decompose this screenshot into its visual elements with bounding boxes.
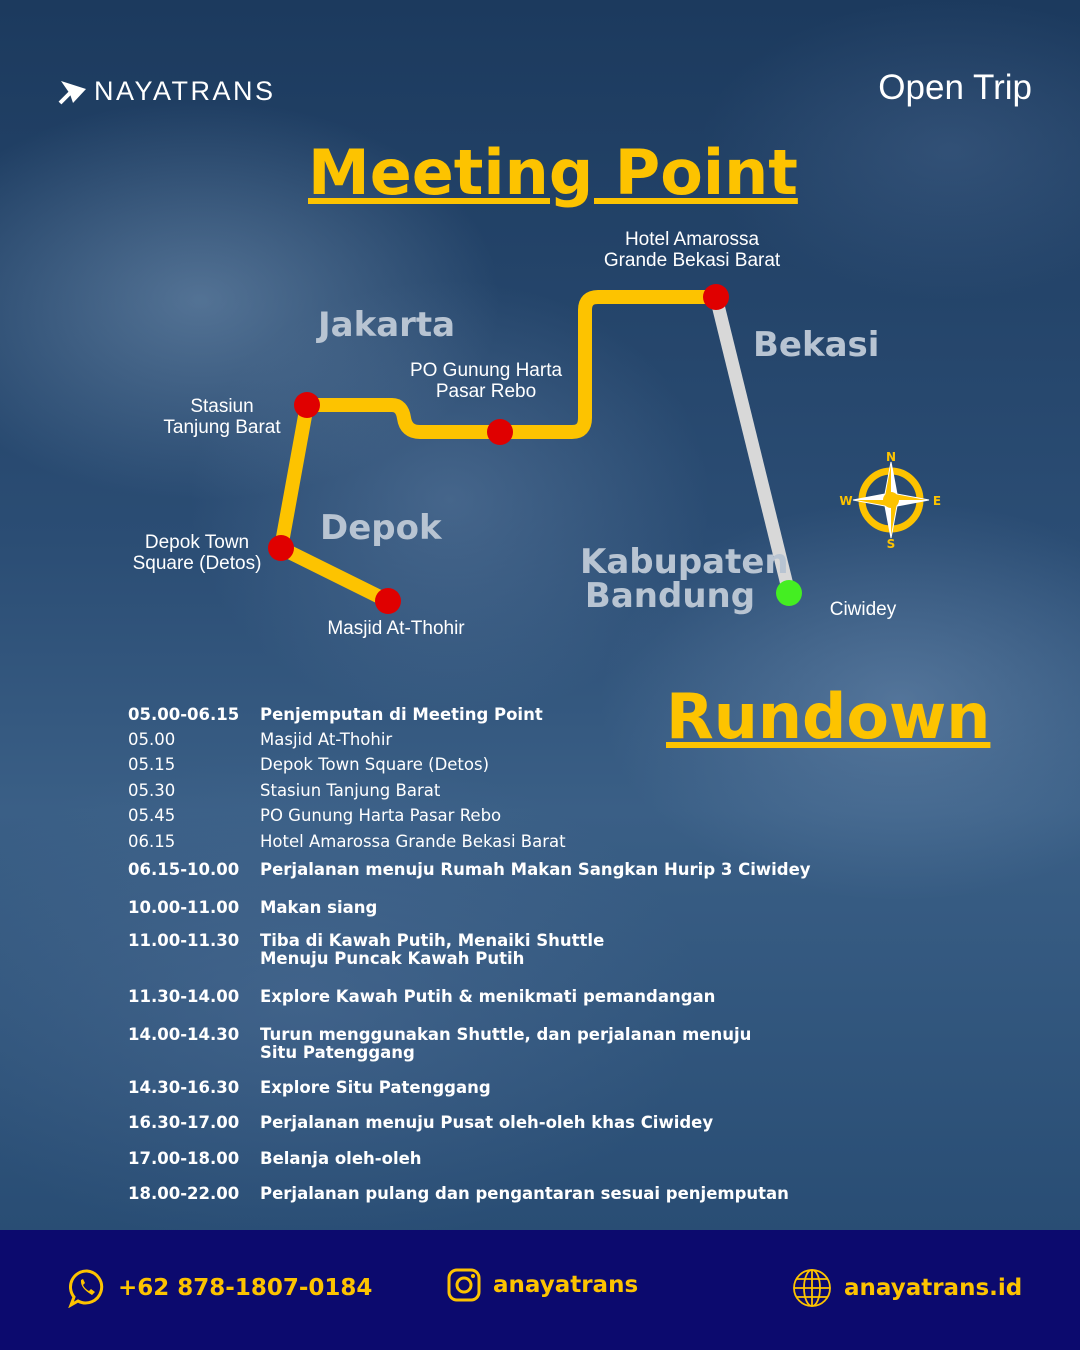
svg-text:W: W	[839, 494, 853, 508]
instagram-icon	[447, 1268, 481, 1302]
stop-dot	[294, 392, 320, 418]
stop-label-po-gunung-harta: PO Gunung Harta Pasar Rebo	[409, 360, 563, 402]
compass-icon	[836, 448, 946, 552]
footer-phone[interactable]: +62 878-1807-0184	[68, 1268, 372, 1308]
stop-label-hotel-amarossa: Hotel Amarossa Grande Bekasi Barat	[603, 229, 781, 271]
rundown-row: 05.30 Stasiun Tanjung Barat	[128, 781, 441, 800]
rundown-row: 18.00-22.00 Perjalanan pulang dan pengantaran sesuai penjemputan	[128, 1184, 789, 1203]
meeting-point-title: Meeting Point	[308, 136, 798, 209]
rundown-row: 05.45 PO Gunung Harta Pasar Rebo	[128, 806, 502, 825]
rundown-row: 11.30-14.00 Explore Kawah Putih & menikmati pemandangan	[128, 987, 716, 1006]
rundown-row: 14.30-16.30 Explore Situ Patenggang	[128, 1078, 491, 1097]
stop-dot	[487, 419, 513, 445]
whatsapp-icon	[68, 1268, 106, 1308]
stop-label-ciwidey: Ciwidey	[829, 599, 897, 620]
region-kabupaten-bandung: Kabupaten Bandung	[580, 542, 789, 616]
rundown-row: 10.00-11.00 Makan siang	[128, 898, 378, 917]
region-bekasi: Bekasi	[753, 325, 880, 365]
globe-icon	[792, 1268, 832, 1308]
stop-label-detos: Depok Town Square (Detos)	[132, 532, 262, 574]
stop-dot	[268, 535, 294, 561]
stop-label-masjid: Masjid At-Thohir	[327, 618, 465, 639]
rundown-row: 17.00-18.00 Belanja oleh-oleh	[128, 1149, 422, 1168]
region-depok: Depok	[320, 508, 442, 548]
rundown-row: 06.15 Hotel Amarossa Grande Bekasi Barat	[128, 832, 566, 851]
rundown-title: Rundown	[666, 680, 991, 753]
footer-instagram[interactable]: anayatrans	[447, 1268, 638, 1302]
stop-dot	[703, 284, 729, 310]
rundown-row: 16.30-17.00 Perjalanan menuju Pusat oleh-oleh khas Ciwidey	[128, 1113, 714, 1132]
destination-dot	[776, 580, 802, 606]
stop-label-stasiun-tanjung-barat: Stasiun Tanjung Barat	[163, 396, 281, 438]
stop-dot	[375, 588, 401, 614]
svg-text:E: E	[932, 494, 942, 508]
brand-name: NAYATRANS	[94, 76, 276, 106]
rundown-row: 11.00-11.30 Tiba di Kawah Putih, Menaiki Shuttle Menuju Puncak Kawah Putih	[128, 931, 605, 968]
rundown-row: 05.00 Masjid At-Thohir	[128, 730, 393, 749]
rundown-row: 06.15-10.00 Perjalanan menuju Rumah Makan Sangkan Hurip 3 Ciwidey	[128, 860, 811, 879]
trip-type: Open Trip	[878, 68, 1032, 107]
svg-text:N: N	[885, 450, 897, 464]
svg-text:S: S	[886, 537, 896, 551]
rundown-row: 05.15 Depok Town Square (Detos)	[128, 755, 490, 774]
rundown-row: 05.00-06.15 Penjemputan di Meeting Point	[128, 705, 543, 724]
region-jakarta: Jakarta	[318, 305, 456, 345]
rundown-row: 14.00-14.30 Turun menggunakan Shuttle, dan perjalanan menuju Situ Patenggang	[128, 1025, 752, 1062]
footer-website[interactable]: anayatrans.id	[792, 1268, 1022, 1308]
